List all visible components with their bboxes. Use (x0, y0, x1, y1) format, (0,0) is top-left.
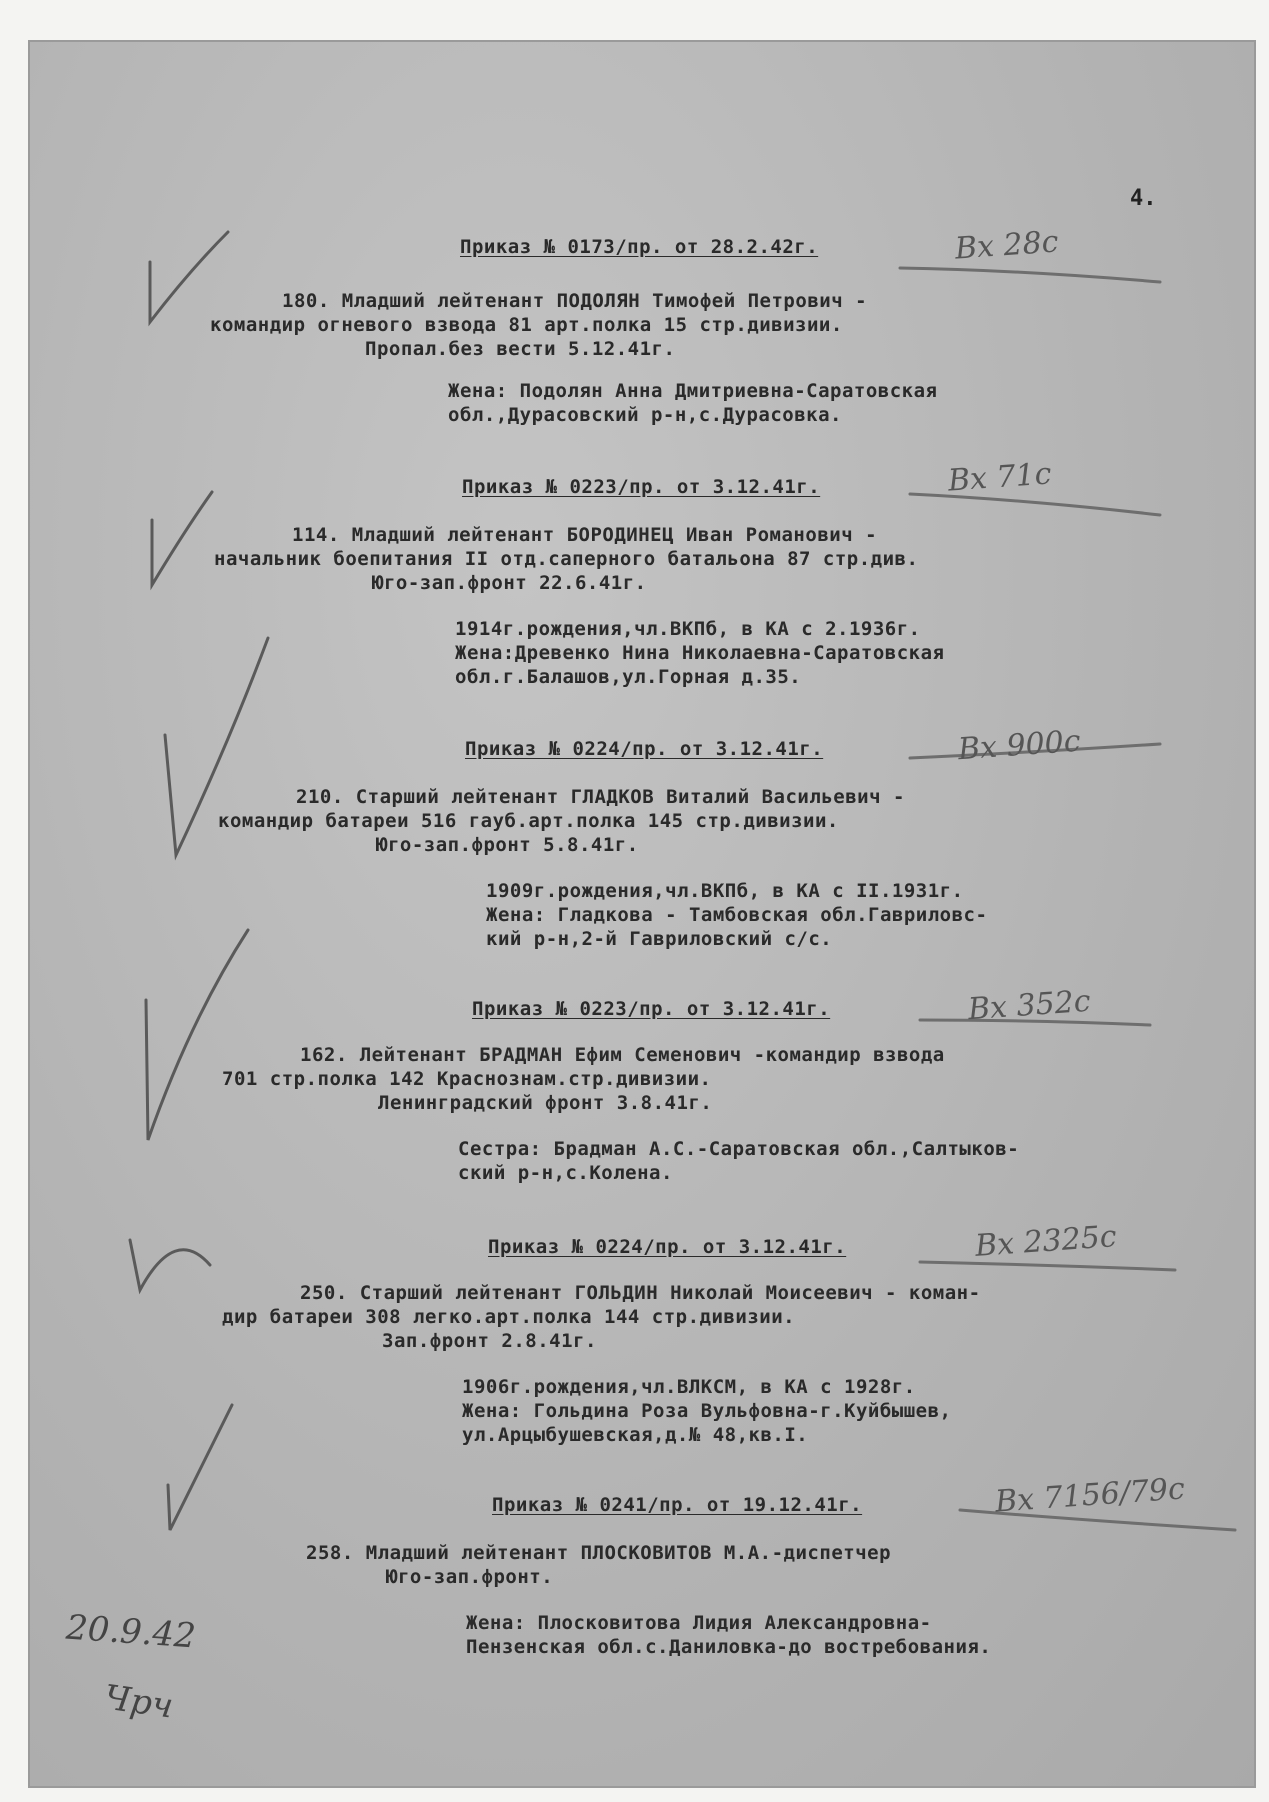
entry-line: Юго-зап.фронт 5.8.41г. (376, 834, 639, 856)
order-heading: Приказ № 0224/пр. от 3.12.41г. (488, 1236, 847, 1258)
entry-line: 210. Старший лейтенант ГЛАДКОВ Виталий Васильевич - (296, 786, 905, 808)
entry-line: Ленинградский фронт 3.8.41г. (378, 1092, 713, 1114)
handwritten-note: Вх 28с (953, 224, 1060, 267)
entry-line: Юго-зап.фронт. (386, 1566, 554, 1588)
handwritten-note: Вх 900с (956, 723, 1082, 768)
order-heading: Приказ № 0241/пр. от 19.12.41г. (492, 1494, 863, 1516)
page-number: 4. (1130, 186, 1157, 211)
signature-date: 20.9.42 (64, 1607, 198, 1657)
entry-line: ский р-н,с.Колена. (458, 1162, 673, 1184)
entry-line: Пропал.без вести 5.12.41г. (365, 338, 676, 360)
order-heading: Приказ № 0173/пр. от 28.2.42г. (460, 236, 819, 258)
signature-initials: Чрч (101, 1677, 176, 1727)
order-heading: Приказ № 0224/пр. от 3.12.41г. (465, 738, 824, 760)
entry-line: дир батареи 308 легко.арт.полка 144 стр.дивизии. (222, 1306, 796, 1328)
entry-line: командир батареи 516 гауб.арт.полка 145 стр.дивизии. (218, 810, 839, 832)
entry-line: Жена: Плосковитова Лидия Александровна- (466, 1612, 932, 1634)
handwritten-note: Вх 352с (966, 983, 1092, 1028)
entry-line: 114. Младший лейтенант БОРОДИНЕЦ Иван Романович - (292, 524, 878, 546)
entry-line: кий р-н,2-й Гавриловский с/с. (486, 928, 833, 950)
entry-line: Зап.фронт 2.8.41г. (382, 1330, 597, 1352)
entry-line: командир огневого взвода 81 арт.полка 15 стр.дивизии. (210, 314, 843, 336)
entry-line: 701 стр.полка 142 Краснознам.стр.дивизии. (222, 1068, 712, 1090)
entry-line: Пензенская обл.с.Даниловка-до востребования. (466, 1636, 992, 1658)
handwritten-note: Вх 7156/79с (994, 1471, 1186, 1520)
entry-line: 1914г.рождения,чл.ВКПб, в КА с 2.1936г. (455, 618, 921, 640)
entry-line: Жена: Подолян Анна Дмитриевна-Саратовская (448, 380, 938, 402)
entry-line: 162. Лейтенант БРАДМАН Ефим Семенович -командир взвода (300, 1044, 945, 1066)
entry-line: ул.Арцыбушевская,д.№ 48,кв.I. (462, 1424, 809, 1446)
order-heading: Приказ № 0223/пр. от 3.12.41г. (472, 998, 831, 1020)
entry-line: 180. Младший лейтенант ПОДОЛЯН Тимофей Петрович - (282, 290, 868, 312)
entry-line: начальник боепитания II отд.саперного батальона 87 стр.див. (214, 548, 919, 570)
entry-line: обл.г.Балашов,ул.Горная д.35. (455, 666, 802, 688)
entry-line: Жена:Древенко Нина Николаевна-Саратовская (455, 642, 945, 664)
entry-line: обл.,Дурасовский р-н,с.Дурасовка. (448, 404, 842, 426)
entry-line: 1906г.рождения,чл.ВЛКСМ, в КА с 1928г. (462, 1376, 916, 1398)
entry-line: 258. Младший лейтенант ПЛОСКОВИТОВ М.А.-диспетчер (306, 1542, 892, 1564)
entry-line: 250. Старший лейтенант ГОЛЬДИН Николай Моисеевич - коман- (300, 1282, 981, 1304)
entry-line: Юго-зап.фронт 22.6.41г. (372, 572, 647, 594)
handwritten-note: Вх 71с (946, 456, 1053, 499)
entry-line: Сестра: Брадман А.С.-Саратовская обл.,Салтыков- (458, 1138, 1020, 1160)
entry-line: Жена: Гольдина Роза Вульфовна-г.Куйбышев, (462, 1400, 952, 1422)
handwritten-note: Вх 2325с (973, 1219, 1118, 1264)
entry-line: Жена: Гладкова - Тамбовская обл.Гавриловс- (486, 904, 988, 926)
entry-line: 1909г.рождения,чл.ВКПб, в КА с II.1931г. (486, 880, 964, 902)
order-heading: Приказ № 0223/пр. от 3.12.41г. (462, 476, 821, 498)
